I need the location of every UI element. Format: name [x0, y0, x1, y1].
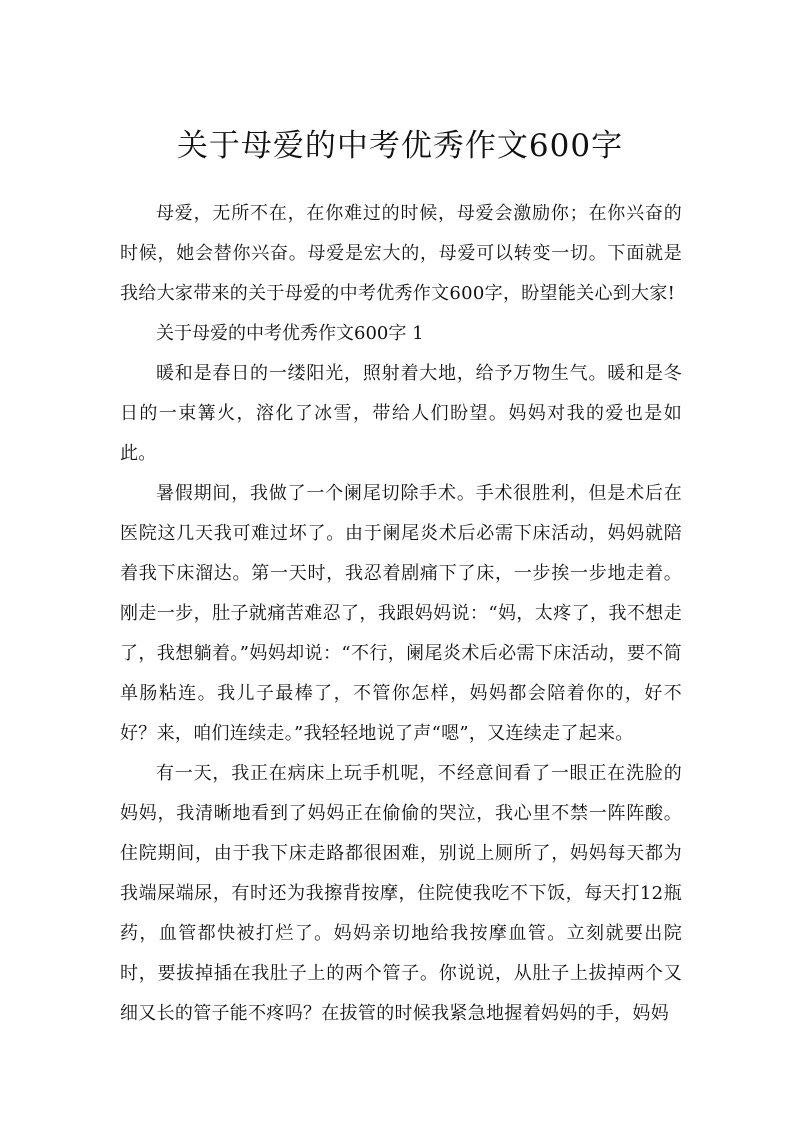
intro-paragraph: 母爱，无所不在，在你难过的时候，母爱会激励你；在你兴奋的时候，她会替你兴奋。母爱是宏大的，母爱可以转变一切。下面就是我给大家带来的关于母爱的中考优秀作文600字，盼望能关心到大家! [120, 203, 682, 304]
body-paragraph-2: 暑假期间，我做了一个阑尾切除手术。手术很胜利，但是术后在医院这几天我可难过坏了。由于阑尾炎术后必需下床活动，妈妈就陪着我下床溜达。第一天时，我忍着剧痛下了床，一步挨一步地走着。刚走一步，肚子就痛苦难忍了，我跟妈妈说：“妈，太疼了，我不想走了，我想躺着。”妈妈却说：“不行，阑尾炎术后必需下床活动，要不简单肠粘连。我儿子最棒了，不管你怎样，妈妈都会陪着你的，好不好？来，咱们连续走。”我轻轻地说了声“嗯”，又连续走了起来。 [120, 483, 682, 744]
document-title: 关于母爱的中考优秀作文600字 [176, 128, 624, 164]
document-body [120, 194, 682, 1034]
section-heading: 关于母爱的中考优秀作文600字 1 [156, 323, 424, 344]
body-paragraph-1: 暖和是春日的一缕阳光，照射着大地，给予万物生气。暖和是冬日的一束篝火，溶化了冰雪，带给人们盼望。妈妈对我的爱也是如此。 [120, 363, 682, 464]
body-paragraph-3: 有一天，我正在病床上玩手机呢，不经意间看了一眼正在洗脸的妈妈，我清晰地看到了妈妈正在偷偷的哭泣，我心里不禁一阵阵酸。住院期间，由于我下床走路都很困难，别说上厕所了，妈妈每天都为我端屎端尿，有时还为我擦背按摩，住院使我吃不下饭，每天打12瓶药，血管都快被打烂了。妈妈亲切地给我按摩血管。立刻就要出院时，要拔掉插在我肚子上的两个管子。你说说，从肚子上拔掉两个又细又长的管子能不疼吗？在拔管的时候我紧急地握着妈妈的手，妈妈 [120, 763, 682, 1024]
